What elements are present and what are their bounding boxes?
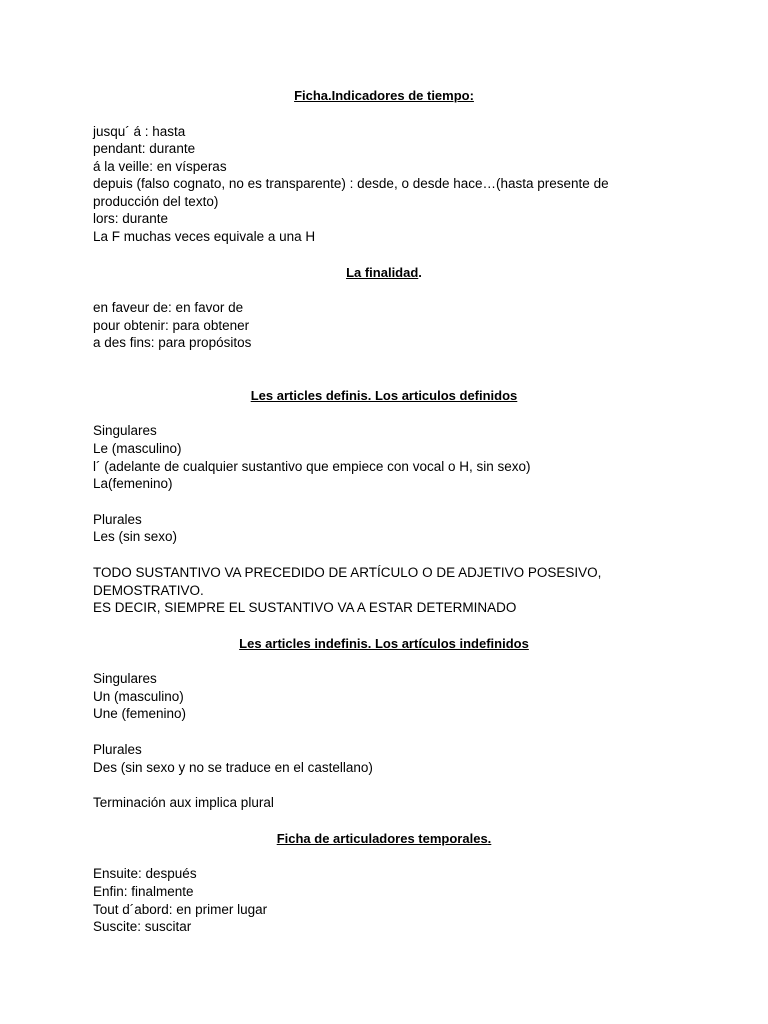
spacer [93,652,675,670]
spacer [93,546,675,564]
text-line: l´ (adelante de cualquier sustantivo que empiece con vocal o H, sin sexo) [93,458,531,474]
text-line: Suscite: suscitar [93,919,192,935]
text-line: Enfin: finalmente [93,883,194,899]
text-line: á la veille: en vísperas [93,158,227,174]
spacer [93,493,675,511]
text-line: jusqu´ á : hasta [93,123,186,139]
heading-articulos-definidos: Les articles definis. Los articulos definidos [250,387,518,403]
text-line: pendant: durante [93,141,196,157]
document-page [93,87,675,936]
spacer [93,352,675,387]
text-line: pour obtenir: para obtener [93,317,250,333]
text-line: Tout d´abord: en primer lugar [93,901,268,917]
spacer [93,812,675,830]
text-line: Un (masculino) [93,688,184,704]
text-line: Les (sin sexo) [93,529,178,545]
text-line: Singulares [93,671,157,687]
text-line: Terminación aux implica plural [93,795,274,811]
text-line: Singulares [93,423,157,439]
text-line: La(femenino) [93,476,173,492]
heading-articuladores-temporales: Ficha de articuladores temporales. [276,830,492,846]
text-line: ES DECIR, SIEMPRE EL SUSTANTIVO VA A ESTAR DETERMINADO [93,600,517,616]
text-line: Une (femenino) [93,706,187,722]
text-line: Ensuite: después [93,866,197,882]
text-line: La F muchas veces equivale a una H [93,229,316,245]
spacer [93,105,675,123]
spacer [93,847,675,865]
text-line: Plurales [93,742,142,758]
spacer [93,617,675,635]
text-line: lors: durante [93,211,169,227]
text-paragraph: depuis (falso cognato, no es transparente) : desde, o desde hace…(hasta presente de producción del texto) [93,176,609,209]
text-line: Des (sin sexo y no se traduce en el castellano) [93,759,373,775]
text-line: Le (masculino) [93,441,182,457]
spacer [93,404,675,422]
text-paragraph: TODO SUSTANTIVO VA PRECEDIDO DE ARTÍCULO O DE ADJETIVO POSESIVO, DEMOSTRATIVO. [93,565,602,598]
heading-articulos-indefinidos: Les articles indefinis. Los artículos indefinidos [239,635,529,651]
spacer [93,776,675,794]
text-line: Plurales [93,511,142,527]
text-line: a des fins: para propósitos [93,335,252,351]
spacer [93,723,675,741]
heading-indicadores-de-tiempo: Ficha.Indicadores de tiempo: [294,88,474,103]
text-line: en faveur de: en favor de [93,300,244,316]
spacer [93,246,675,264]
spacer [93,281,675,299]
heading-la-finalidad: La finalidad. [346,264,422,280]
